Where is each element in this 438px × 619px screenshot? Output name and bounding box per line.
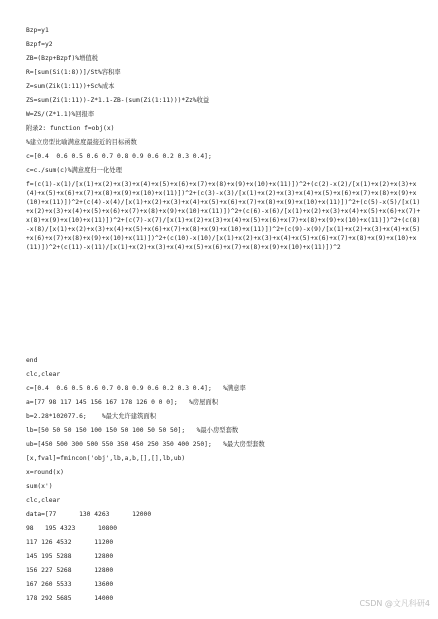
code-line: clc,clear (26, 371, 61, 378)
code-line: [x,fval]=fmincon('obj',lb,a,b,[],[],lb,ub) (26, 455, 186, 462)
code-line: R=[sum(Si(1:8))]/St%容积率 (26, 69, 121, 76)
code-line: ZS=sum(Zi(1:11))-Z*1.1-ZB-(sum(Zi(1:11)))*Zz%收益 (26, 97, 210, 104)
data-row: 178 292 5685 14000 (26, 595, 114, 602)
appendix-heading: 附录2: function f=obj(x) (26, 125, 115, 132)
code-line: Bzpf=y2 (26, 41, 53, 48)
code-line: c=c./sum(c)%满意度归一化处理 (26, 167, 122, 174)
code-comment: %建立房型比喻满意度最接近的目标函数 (26, 139, 137, 146)
code-line: b=2.28*102077.6; %最大允许建筑面积 (26, 413, 156, 420)
code-line: ub=[450 500 300 500 550 350 450 250 350 400 250]; %最大房型套数 (26, 441, 265, 448)
code-line: ZB=(Bzp+Bzpf)%增值税 (26, 55, 98, 62)
code-line: end (26, 357, 38, 364)
code-line: lb=[50 50 50 150 100 150 50 100 50 50 50]; %最小房型套数 (26, 427, 239, 434)
code-line: a=[77 98 117 145 156 167 178 126 0 0 0]; %房屋面积 (26, 399, 218, 406)
code-line: Z=sum(Zik(1:11))+Sc%成本 (26, 83, 115, 90)
code-line: x=round(x) (26, 469, 64, 476)
data-row: 167 260 5533 13600 (26, 581, 114, 588)
code-line: c=[0.4 0.6 0.5 0.6 0.7 0.8 0.9 0.6 0.2 0.3 0.4]; (26, 153, 212, 160)
watermark: CSDN @文凡科研4 (359, 599, 430, 608)
data-row: data=[77 130 4263 12000 (26, 511, 152, 518)
objective-formula: f=(c(1)-x(1)/[x(1)+x(2)+x(3)+x(4)+x(5)+x(6)+x(7)+x(8)+x(9)+x(10)+x(11)])^2+(c(2)-x(2)/[x(1)+x(2)+x(3)+x(4)+x(5)+x(6)+x(7)+x(8)+x(9)+x(10)+x(11)])^2+(c(3)-x(3)/[x(1)+x(2)+x(3)+x(4)+x(5)+x(6)+x(7)+x(8)+x(9)+x(10)+x(11)])^2+(c(4)-x(4)/[x(1)+x(2)+x(3)+x(4)+x(5)+x(6)+x(7)+x(8)+x(9)+x(10)+x(11)])^2+(c(5)-x(5)/[x(1)+x(2)+x(3)+x(4)+x(5)+x(6)+x(7)+x(8)+x(9)+x(10)+x(11)])^2+(c(6)-x(6)/[x(1)+x(2)+x(3)+x(4)+x(5)+x(6)+x(7)+x(8)+x(9)+x(10)+x(11)])^2+(c(7)-x(7)/[x(1)+x(2)+x(3)+x(4)+x(5)+x(6)+x(7)+x(8)+x(9)+x(10)+x(11)])^2+(c(8)-x(8)/[x(1)+x(2)+x(3)+x(4)+x(5)+x(6)+x(7)+x(8)+x(9)+x(10)+x(11)])^2+(c(9)-x(9)/[x(1)+x(2)+x(3)+x(4)+x(5)+x(6)+x(7)+x(8)+x(9)+x(10)+x(11)])^2+(c(10)-x(10)/[x(1)+x(2)+x(3)+x(4)+x(5)+x(6)+x(7)+x(8)+x(9)+x(10)+x(11)])^2+(c(11)-x(11)/[x(1)+x(2)+x(3)+x(4)+x(5)+x(6)+x(7)+x(8)+x(9)+x(10)+x(11)])^2 (26, 181, 421, 251)
data-row: 117 126 4532 11200 (26, 539, 114, 546)
code-line: clc,clear (26, 497, 61, 504)
code-line: sum(x') (26, 483, 53, 490)
code-line: W=ZS/(Z*1.1)%回报率 (26, 111, 95, 118)
data-row: 145 195 5288 12800 (26, 553, 114, 560)
data-row: 98 195 4323 10800 (26, 525, 117, 532)
data-row: 156 227 5268 12800 (26, 567, 114, 574)
code-line: Bzp=y1 (26, 27, 49, 34)
code-line: c=[0.4 0.6 0.5 0.6 0.7 0.8 0.9 0.6 0.2 0.3 0.4]; %满意率 (26, 385, 246, 392)
